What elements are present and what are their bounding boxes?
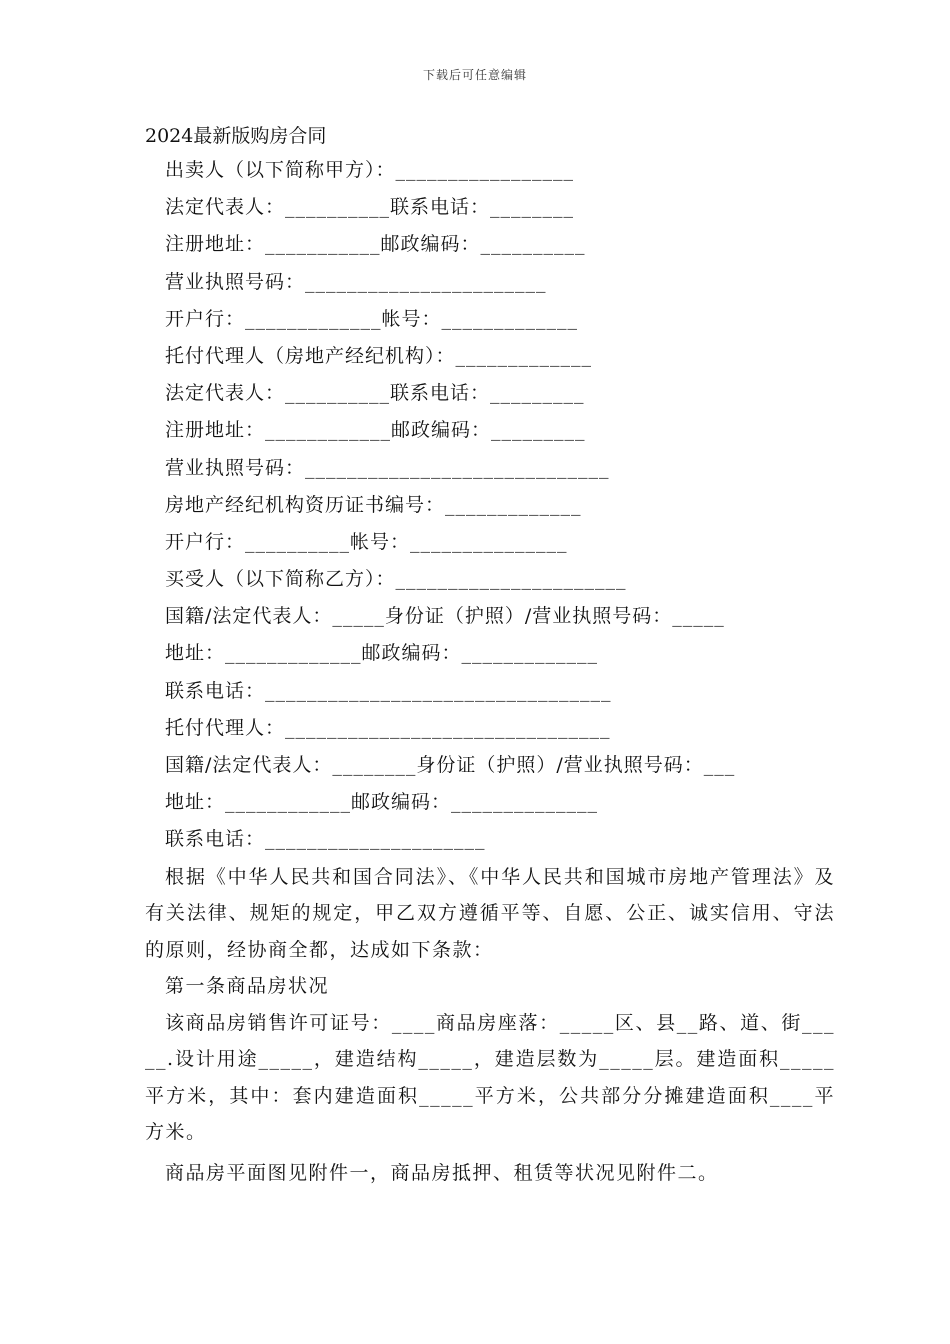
seller-license-line: 营业执照号码：_______________________: [165, 270, 547, 293]
agent-line: 托付代理人（房地产经纪机构）：_____________: [165, 344, 593, 367]
buyer-agent-address-line: 地址：____________邮政编码：______________: [165, 791, 599, 814]
buyer-nationality-line: 国籍/法定代表人：_____身份证（护照）/营业执照号码：_____: [165, 605, 725, 628]
agent-license-line: 营业执照号码：_____________________________: [165, 456, 610, 479]
agent-certificate-line: 房地产经纪机构资历证书编号：_____________: [165, 493, 582, 516]
seller-bank-line: 开户行：_____________帐号：_____________: [165, 307, 579, 330]
article-one-details: 该商品房销售许可证号：____商品房座落：_____区、县__路、道、街_____.设计用途_____，建造结构_____，建造层数为_____层。建造面积_____平方米，其中：套内建造面积_____平方米，公共部分分摊建造面积____平方米。: [145, 1011, 835, 1144]
article-one-heading: 第一条商品房状况: [165, 975, 330, 998]
seller-line: 出卖人（以下简称甲方）：_________________: [165, 159, 575, 181]
seller-legal-rep-line: 法定代表人：__________联系电话：________: [165, 196, 575, 219]
buyer-agent-line: 托付代理人：_______________________________: [165, 716, 611, 739]
document-body: [145, 122, 835, 1191]
buyer-phone-line: 联系电话：_________________________________: [165, 679, 612, 702]
document-title: 2024最新版购房合同: [145, 125, 327, 147]
buyer-address-line: 地址：_____________邮政编码：_____________: [165, 642, 599, 665]
buyer-agent-phone-line: 联系电话：_____________________: [165, 828, 486, 851]
preamble-paragraph: 根据《中华人民共和国合同法》、《中华人民共和国城市房地产管理法》及有关法律、规矩的规定，甲乙双方遵循平等、自愿、公正、诚实信用、守法的原则，经协商全都，达成如下条款：: [145, 865, 835, 961]
seller-address-line: 注册地址：___________邮政编码：__________: [165, 233, 586, 256]
header-note: 下载后可任意编辑: [422, 68, 527, 82]
agent-address-line: 注册地址：____________邮政编码：_________: [165, 419, 586, 442]
agent-bank-line: 开户行：__________帐号：_______________: [165, 530, 568, 553]
buyer-line: 买受人（以下简称乙方）：______________________: [165, 568, 627, 591]
buyer-agent-nationality-line: 国籍/法定代表人：________身份证（护照）/营业执照号码：___: [165, 754, 736, 776]
attachments-paragraph: 商品房平面图见附件一，商品房抵押、租赁等状况见附件二。: [165, 1161, 719, 1184]
agent-legal-rep-line: 法定代表人：__________联系电话：_________: [165, 382, 585, 405]
